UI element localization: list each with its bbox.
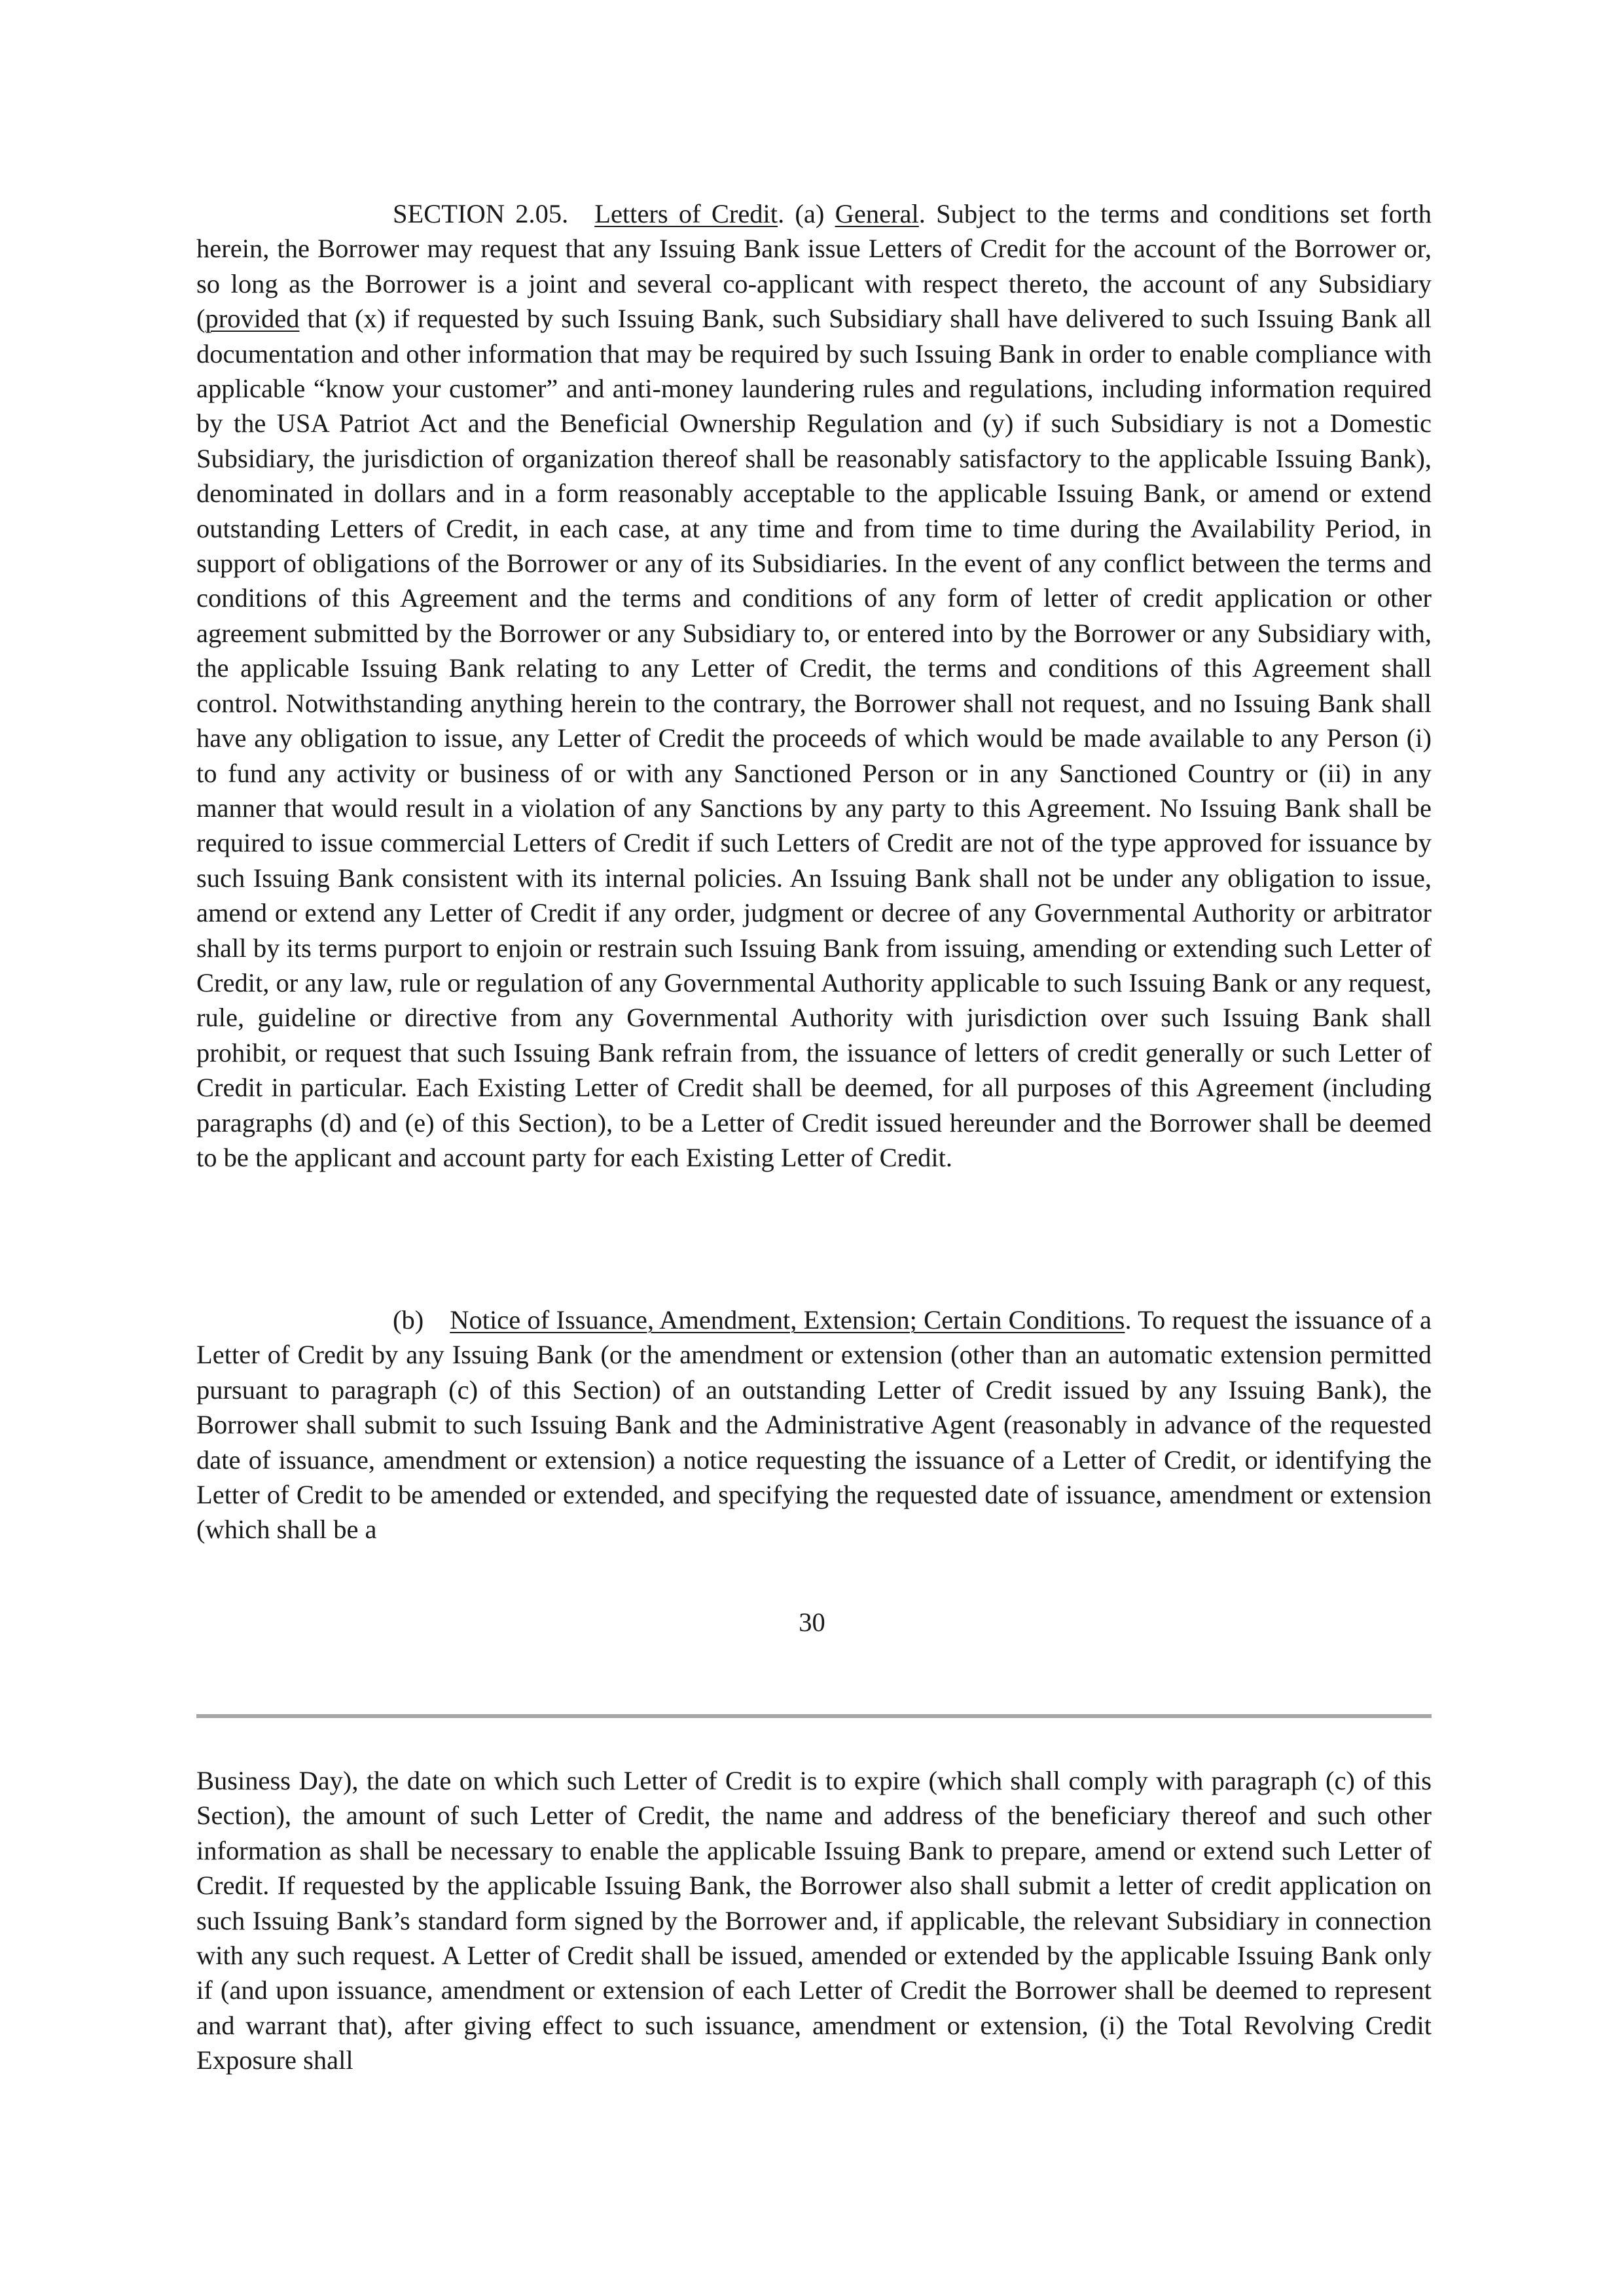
provided-term: provided: [205, 304, 300, 334]
subsection-title-general: General: [835, 199, 919, 228]
section-2-05-paragraph-b: [196, 1302, 1432, 1547]
continuation-paragraph: Business Day), the date on which such Letter of Credit is to expire (which shall comply with paragraph (c) of this Section), the amount of such Letter of Credit, the name and address of the beneficiary thereof and such other information as shall be necessary to enable the applicable Issuing Bank to prepare, amend or extend such Letter of Credit. If requested by the applicable Issuing Bank, the Borrower also shall submit a letter of credit application on such Issuing Bank’s standard form signed by the Borrower and, if applicable, the relevant Subsidiary in connection with any such request. A Letter of Credit shall be issued, amended or extended by the applicable Issuing Bank only if (and upon issuance, amendment or extension of each Letter of Credit the Borrower shall be deemed to represent and warrant that), after giving effect to such issuance, amendment or extension, (i) the Total Revolving Credit Exposure shall: [196, 1766, 1432, 2075]
subsection-title-notice: Notice of Issuance, Amendment, Extension; Certain Conditions: [450, 1305, 1125, 1335]
paragraph-a-text-1: . Subject to the terms and conditions set forth herein, the Borrower may request that any Issuing Bank issue Letters of Credit for the account of the Borrower or, so long as the Borrower is a joint and several co-applicant with respect thereto, the account of any Subsidiary (: [196, 199, 1432, 334]
section-number: SECTION 2.05.: [393, 199, 569, 228]
section-2-05-paragraph-a: SECTION 2.05. Letters of Credit. (a) General. Subject to the terms and conditions set forth herein, the Borrower may request that any Issuing Bank issue Letters of Credit for the account of the Borrower or, so long as the Borrower is a joint and several co-applicant with respect thereto, the account of any Subsidiary (provided that (x) if requested by such Issuing Bank, such Subsidiary shall have delivered to such Issuing Bank all documentation and other information that may be required by such Issuing Bank in order to enable compliance with applicable “know your customer” and anti-money laundering rules and regulations, including information required by the USA Patriot Act and the Beneficial Ownership Regulation and (y) if such Subsidiary is not a Domestic Subsidiary, the jurisdiction of organization thereof shall be reasonably satisfactory to the applicable Issuing Bank), denominated in dollars and in a form reasonably acceptable to the applicable Issuing Bank, or amend or extend outstanding Letters of Credit, in each case, at any time and from time to time during the Availability Period, in support of obligations of the Borrower or any of its Subsidiaries. In the event of any conflict between the terms and conditions of this Agreement and the terms and conditions of any form of letter of credit application or other agreement submitted by the Borrower or any Subsidiary to, or entered into by the Borrower or any Subsidiary with, the applicable Issuing Bank relating to any Letter of Credit, the terms and conditions of this Agreement shall control. Notwithstanding anything herein to the contrary, the Borrower shall not request, and no Issuing Bank shall have any obligation to issue, any Letter of Credit the proceeds of which would be made available to any Person (i) to fund any activity or business of or with any Sanctioned Person or in any Sanctioned Country or (ii) in any manner that would result in a violation of any Sanctions by any party to this Agreement. No Issuing Bank shall be required to issue commercial Letters of Credit if such Letters of Credit are not of the type approved for issuance by such Issuing Bank consistent with its internal policies. An Issuing Bank shall not be under any obligation to issue, amend or extend any Letter of Credit if any order, judgment or decree of any Governmental Authority or arbitrator shall by its terms purport to enjoin or restrain such Issuing Bank from issuing, amending or extending such Letter of Credit, or any law, rule or regulation of any Governmental Authority applicable to such Issuing Bank or any request, rule, guideline or directive from any Governmental Authority with jurisdiction over such Issuing Bank shall prohibit, or request that such Issuing Bank refrain from, the issuance of letters of credit generally or such Letter of Credit in particular. Each Existing Letter of Credit shall be deemed, for all purposes of this Agreement (including paragraphs (d) and (e) of this Section), to be a Letter of Credit issued hereunder and the Borrower shall be deemed to be the applicant and account party for each Existing Letter of Credit.: [196, 199, 1432, 1172]
page-number: 30: [799, 1607, 825, 1637]
subsection-label-a: (a): [795, 199, 825, 228]
page-divider: [196, 1714, 1432, 1718]
subsection-label-b: (b): [393, 1305, 424, 1335]
section-title: Letters of Credit: [594, 199, 778, 228]
paragraph-a-text-2: that (x) if requested by such Issuing Bank, such Subsidiary shall have delivered to such Issuing Bank all documentation and other information that may be required by such Issuing Bank in order to enable compliance with applicable “know your customer” and anti-money laundering rules and regulations, including information required by the USA Patriot Act and the Beneficial Ownership Regulation and (y) if such Subsidiary is not a Domestic Subsidiary, the jurisdiction of organization thereof shall be reasonably satisfactory to the applicable Issuing Bank), denominated in dollars and in a form reasonably acceptable to the applicable Issuing Bank, or amend or extend outstanding Letters of Credit, in each case, at any time and from time to time during the Availability Period, in support of obligations of the Borrower or any of its Subsidiaries. In the event of any conflict between the terms and conditions of this Agreement and the terms and conditions of any form of letter of credit application or other agreement submitted by the Borrower or any Subsidiary to, or entered into by the Borrower or any Subsidiary with, the applicable Issuing Bank relating to any Letter of Credit, the terms and conditions of this Agreement shall control. Notwithstanding anything herein to the contrary, the Borrower shall not request, and no Issuing Bank shall have any obligation to issue, any Letter of Credit the proceeds of which would be made available to any Person (i) to fund any activity or business of or with any Sanctioned Person or in any Sanctioned Country or (ii) in any manner that would result in a violation of any Sanctions by any party to this Agreement. No Issuing Bank shall be required to issue commercial Letters of Credit if such Letters of Credit are not of the type approved for issuance by such Issuing Bank consistent with its internal policies. An Issuing Bank shall not be under any obligation to issue, amend or extend any Letter of Credit if any order, judgment or decree of any Governmental Authority or arbitrator shall by its terms purport to enjoin or restrain such Issuing Bank from issuing, amending or extending such Letter of Credit, or any law, rule or regulation of any Governmental Authority applicable to such Issuing Bank or any request, rule, guideline or directive from any Governmental Authority with jurisdiction over such Issuing Bank shall prohibit, or request that such Issuing Bank refrain from, the issuance of letters of credit generally or such Letter of Credit in particular. Each Existing Letter of Credit shall be deemed, for all purposes of this Agreement (including paragraphs (d) and (e) of this Section), to be a Letter of Credit issued hereunder and the Borrower shall be deemed to be the applicant and account party for each Existing Letter of Credit.: [196, 304, 1432, 1172]
paragraph-b-text: . To request the issuance of a Letter of Credit by any Issuing Bank (or the amendment or extension (other than an automatic extension permitted pursuant to paragraph (c) of this Section) of an outstanding Letter of Credit issued by any Issuing Bank), the Borrower shall submit to such Issuing Bank and the Administrative Agent (reasonably in advance of the requested date of issuance, amendment or extension) a notice requesting the issuance of a Letter of Credit, or identifying the Letter of Credit to be amended or extended, and specifying the requested date of issuance, amendment or extension (which shall be a: [196, 1305, 1432, 1545]
